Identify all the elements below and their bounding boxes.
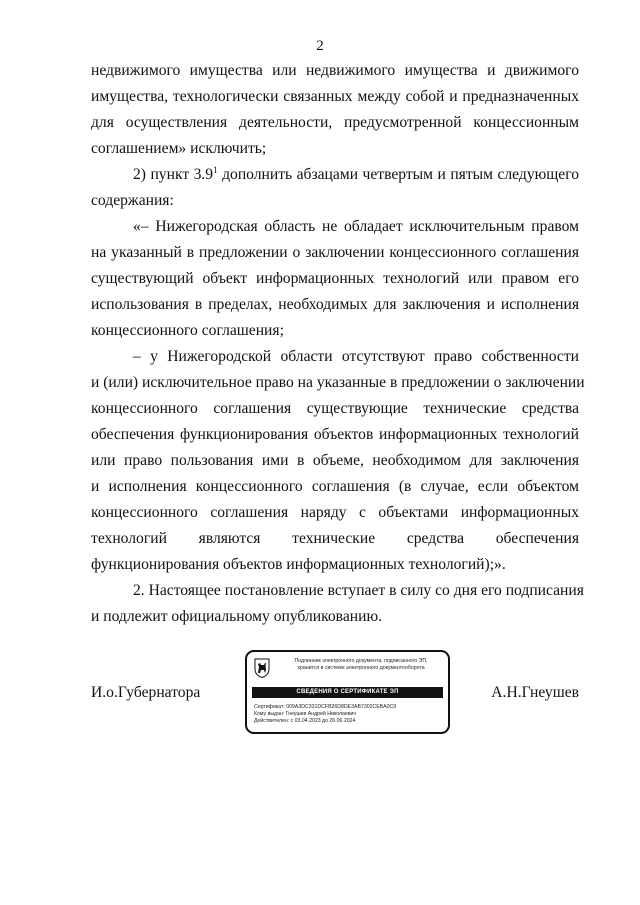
- stamp-title-bar: СВЕДЕНИЯ О СЕРТИФИКАТЕ ЭП: [252, 687, 443, 698]
- text-line: функционирования объектов информационных технологий);».: [91, 556, 506, 573]
- paragraph-quote-1: [91, 214, 579, 344]
- stamp-certificate-info: [254, 704, 396, 725]
- text-line: – у Нижегородской области отсутствуют право собственности: [133, 348, 579, 365]
- text-line: или право пользования ими в объеме, необходимом для заключения: [91, 452, 579, 469]
- superscript: 1: [213, 164, 218, 175]
- text-line: концессионного соглашения существующие технические средства: [91, 400, 579, 417]
- text-line: для осуществления деятельности, предусмотренной концессионным: [91, 114, 579, 131]
- paragraph-item-2: [91, 162, 579, 214]
- stamp-header: [274, 658, 448, 672]
- text-line: и подлежит официальному опубликованию.: [91, 608, 383, 625]
- text-line: технологий являются технические средства обеспечения: [91, 530, 579, 547]
- text-line: использования в пределах, необходимых для заключения и исполнения: [91, 296, 579, 313]
- certificate-validity: Действителен: с 03.04.2023 до 26.06.2024: [254, 718, 356, 724]
- paragraph-continuation: [91, 58, 579, 162]
- text-line: концессионного соглашения наряду с объектами информационных: [91, 504, 579, 521]
- paragraph-item-2-effective: [91, 578, 584, 630]
- text-line: и (или) исключительное право на указанные в предложении о заключении: [91, 374, 585, 391]
- signatory-name: А.Н.Гнеушев: [491, 684, 579, 701]
- text-line: соглашением» исключить;: [91, 140, 267, 157]
- nizhny-novgorod-coat-of-arms-icon: [254, 658, 270, 678]
- text-line: на указанный в предложении о заключении концессионного соглашения: [91, 244, 579, 261]
- text-line: обеспечения функционирования объектов информационных технологий: [91, 426, 579, 443]
- stamp-header-line: Подлинник электронного документа, подписанного ЭП,: [294, 658, 428, 664]
- document-body: [91, 58, 585, 630]
- text-line: существующий объект информационных технологий или правом его: [91, 270, 579, 287]
- text-line: «– Нижегородская область не обладает исключительным правом: [133, 218, 579, 235]
- certificate-number: Сертификат: 009A3DC331DCFB26D8DE3AB7302CEBA0C9: [254, 704, 397, 710]
- signatory-role: И.о.Губернатора: [91, 684, 201, 701]
- electronic-signature-stamp: [245, 650, 450, 734]
- text-line: концессионного соглашения;: [91, 322, 284, 339]
- text-line: недвижимого имущества или недвижимого имущества и движимого: [91, 62, 579, 79]
- text-line: имущества, технологически связанных между собой и предназначенных: [91, 88, 579, 105]
- text-line: содержания:: [91, 192, 174, 209]
- text-line: 2) пункт $3.9^1$ дополнить абзацами четвертым и пятым следующего: [133, 164, 580, 183]
- text-line: 2. Настоящее постановление вступает в силу со дня его подписания: [133, 582, 584, 599]
- page-number: 2: [316, 38, 324, 54]
- text-line: и исполнения концессионного соглашения (в случае, если объектом: [91, 478, 579, 495]
- paragraph-quote-2: [91, 344, 585, 578]
- certificate-holder: Кому выдан: Гнеушев Андрей Николаевич: [254, 711, 357, 717]
- stamp-header-line: хранится в системе электронного документооборота: [297, 665, 425, 671]
